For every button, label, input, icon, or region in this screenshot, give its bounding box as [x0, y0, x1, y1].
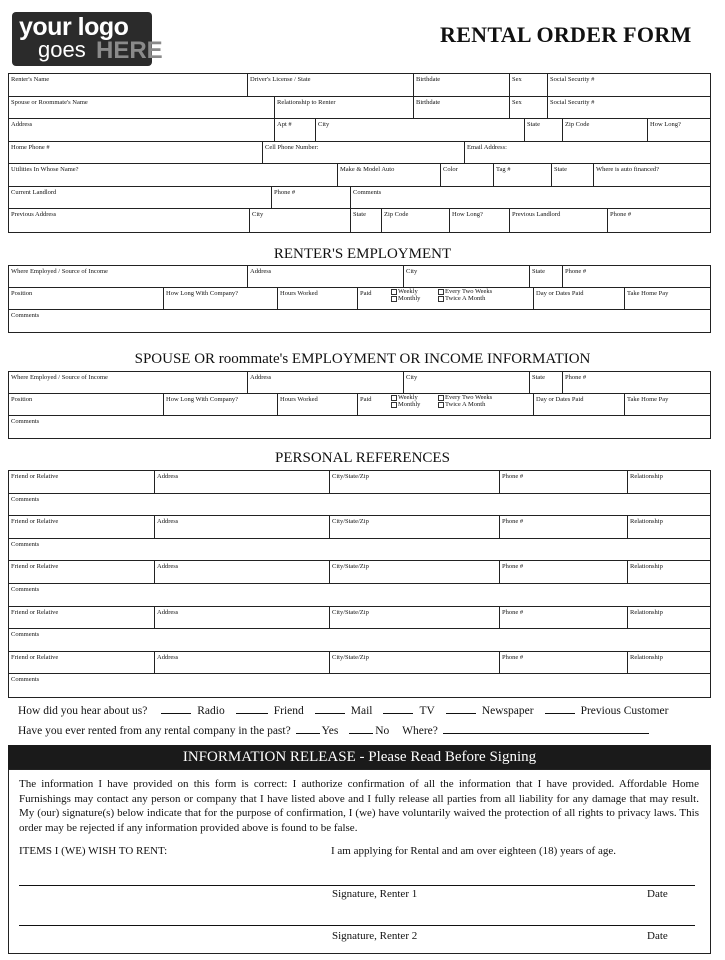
paid-option-twice-a-month[interactable]: Twice A Month — [438, 401, 531, 408]
form-row — [9, 394, 710, 416]
form-row — [9, 164, 710, 187]
spouse-employment-section — [8, 371, 711, 439]
checkbox-icon[interactable] — [391, 296, 397, 302]
form-row — [9, 652, 710, 675]
field-how-long-with-company[interactable]: How Long With Company? — [163, 288, 277, 309]
form-title: RENTAL ORDER FORM — [440, 22, 692, 47]
paid-option-weekly[interactable]: Weekly — [391, 288, 434, 295]
field-city[interactable]: City — [315, 119, 524, 141]
form-row — [9, 629, 710, 652]
paid-option-every-two-weeks[interactable]: Every Two Weeks — [438, 394, 531, 401]
option-friend: Friend — [273, 705, 304, 717]
field-previous-address[interactable]: Previous Address — [11, 211, 57, 218]
field-tag[interactable]: Tag # — [493, 164, 551, 186]
field-city[interactable]: City — [403, 266, 529, 287]
form-row — [9, 471, 710, 494]
renter-info-section — [8, 73, 711, 233]
blank-newspaper[interactable] — [446, 704, 476, 714]
form-row — [9, 97, 710, 120]
form-row — [9, 561, 710, 584]
field-address[interactable]: Address — [154, 561, 329, 583]
hear-about-label: How did you hear about us? — [18, 705, 148, 717]
form-row — [9, 584, 710, 607]
field-position[interactable]: Position — [11, 396, 33, 403]
spouse-employment-heading: SPOUSE OR roommate's EMPLOYMENT OR INCOME INFORMATION — [134, 351, 591, 367]
form-row — [9, 288, 710, 310]
field-relationship[interactable]: Relationship — [627, 607, 710, 629]
paid-option-every-two-weeks[interactable]: Every Two Weeks — [438, 288, 531, 295]
field-friend-or-relative[interactable]: Friend or Relative — [11, 563, 59, 571]
field-home-phone[interactable]: Home Phone # — [11, 143, 50, 151]
form-row — [9, 539, 710, 562]
info-release-text: The information I have provided on this form is correct: I authorize confirmation of all the information that I have provided. Affordable Home Furnishings may contact any person or company that I have listed above and I fully release all parties from all liability for any damage that may result. My (our) signature(s) below indicate that for the purpose of confirmation, I (we) have voluntarily waived the protection of all rights to privacy laws. This order may be rejected if any information provided above is found to be false. — [19, 778, 699, 834]
form-row — [9, 119, 710, 142]
date-label-1: Date — [647, 888, 668, 900]
field-state[interactable]: State — [551, 164, 593, 186]
field-relationship[interactable]: Relationship — [627, 471, 710, 493]
field-driver-s-license-state[interactable]: Driver's License / State — [247, 74, 413, 96]
field-comments[interactable]: Comments — [11, 312, 40, 319]
blank-previous-customer[interactable] — [545, 704, 575, 714]
paid-option-twice-a-month[interactable]: Twice A Month — [438, 295, 531, 302]
logo-text-line2: goes — [38, 37, 86, 62]
option-previous-customer: Previous Customer — [580, 705, 669, 717]
references-heading: PERSONAL REFERENCES — [275, 450, 450, 466]
field-comments[interactable]: Comments — [11, 540, 40, 548]
field-birthdate[interactable]: Birthdate — [413, 74, 509, 96]
field-address[interactable]: Address — [154, 607, 329, 629]
blank-friend[interactable] — [236, 704, 268, 714]
form-row — [9, 372, 710, 394]
field-relationship[interactable]: Relationship — [627, 652, 710, 674]
form-row — [9, 266, 710, 288]
checkbox-icon[interactable] — [438, 395, 444, 401]
field-color[interactable]: Color — [440, 164, 493, 186]
field-phone[interactable]: Phone # — [499, 471, 627, 493]
blank-mail[interactable] — [315, 704, 345, 714]
field-city-state-zip[interactable]: City/State/Zip — [329, 471, 499, 493]
form-row — [9, 74, 710, 97]
field-zip-code[interactable]: Zip Code — [562, 119, 647, 141]
field-friend-or-relative[interactable]: Friend or Relative — [11, 518, 59, 526]
field-paid[interactable]: Paid — [357, 394, 389, 415]
field-cell-phone-number[interactable]: Cell Phone Number: — [262, 142, 464, 164]
field-state[interactable]: State — [524, 119, 562, 141]
rented-before-label: Have you ever rented from any rental company in the past? — [18, 725, 291, 737]
renter-employment-heading: RENTER'S EMPLOYMENT — [273, 246, 452, 262]
signature-renter1-label: Signature, Renter 1 — [332, 888, 418, 900]
checkbox-icon[interactable] — [391, 289, 397, 295]
yes-blank[interactable] — [296, 724, 320, 734]
info-release-box — [8, 769, 711, 954]
field-email-address[interactable]: Email Address: — [464, 142, 710, 164]
field-utilities-in-whose-name[interactable]: Utilities In Whose Name? — [11, 166, 79, 173]
field-state[interactable]: State — [529, 372, 562, 393]
field-comments[interactable]: Comments — [11, 495, 40, 503]
checkbox-icon[interactable] — [438, 296, 444, 302]
field-where-employed-source-of-income[interactable]: Where Employed / Source of Income — [11, 268, 108, 275]
paid-options-col1[interactable] — [389, 288, 436, 309]
option-tv: TV — [419, 705, 435, 717]
signature-line-1[interactable] — [19, 885, 695, 886]
field-paid[interactable]: Paid — [357, 288, 389, 309]
no-label: No — [375, 725, 390, 737]
paid-options-col1[interactable] — [389, 394, 436, 415]
paid-option-monthly[interactable]: Monthly — [391, 401, 434, 408]
field-city-state-zip[interactable]: City/State/Zip — [329, 607, 499, 629]
field-address[interactable]: Address — [154, 516, 329, 538]
field-apt[interactable]: Apt # — [274, 119, 315, 141]
field-current-landlord[interactable]: Current Landlord — [11, 188, 57, 196]
option-mail: Mail — [350, 705, 373, 717]
field-day-or-dates-paid[interactable]: Day or Dates Paid — [533, 394, 624, 415]
option-newspaper: Newspaper — [481, 705, 534, 717]
info-release-header: INFORMATION RELEASE - Please Read Before Signing — [8, 745, 711, 769]
field-address[interactable]: Address — [247, 266, 403, 287]
field-social-security[interactable]: Social Security # — [547, 97, 710, 119]
renter-employment-section — [8, 265, 711, 333]
field-address[interactable]: Address — [154, 652, 329, 674]
field-address[interactable]: Address — [247, 372, 403, 393]
field-relationship[interactable]: Relationship — [627, 516, 710, 538]
form-row — [9, 142, 710, 165]
form-row — [9, 674, 710, 697]
form-row — [9, 516, 710, 539]
field-sex[interactable]: Sex — [509, 97, 547, 119]
field-friend-or-relative[interactable]: Friend or Relative — [11, 608, 59, 616]
field-friend-or-relative[interactable]: Friend or Relative — [11, 473, 59, 480]
field-city[interactable]: City — [249, 209, 350, 232]
checkbox-icon[interactable] — [391, 395, 397, 401]
field-birthdate[interactable]: Birthdate — [413, 97, 509, 119]
field-make-model-auto[interactable]: Make & Model Auto — [337, 164, 440, 186]
form-row — [9, 187, 710, 210]
logo-text-line1: your logo — [19, 13, 129, 41]
field-how-long[interactable]: How Long? — [647, 119, 710, 141]
logo-text-line3: HERE — [96, 37, 163, 64]
field-phone[interactable]: Phone # — [562, 372, 710, 393]
field-comments[interactable]: Comments — [11, 631, 40, 639]
paid-options-col2[interactable] — [436, 394, 533, 415]
field-address[interactable]: Address — [11, 121, 33, 128]
field-take-home-pay[interactable]: Take Home Pay — [624, 288, 710, 309]
where-label: Where? — [402, 725, 438, 737]
option-radio: Radio — [197, 705, 225, 717]
hear-about-question — [18, 704, 672, 717]
form-row — [9, 607, 710, 630]
checkbox-icon[interactable] — [438, 289, 444, 295]
field-phone[interactable]: Phone # — [499, 561, 627, 583]
field-phone[interactable]: Phone # — [562, 266, 710, 287]
references-section — [8, 470, 711, 698]
field-address[interactable]: Address — [154, 471, 329, 493]
field-friend-or-relative[interactable]: Friend or Relative — [11, 653, 59, 661]
field-comments[interactable]: Comments — [350, 187, 710, 209]
field-phone[interactable]: Phone # — [499, 607, 627, 629]
field-how-long[interactable]: How Long? — [449, 209, 509, 232]
age-statement: I am applying for Rental and am over eighteen (18) years of age. — [331, 845, 616, 857]
field-sex[interactable]: Sex — [509, 74, 547, 96]
checkbox-icon[interactable] — [438, 402, 444, 408]
form-row — [9, 310, 710, 332]
field-comments[interactable]: Comments — [11, 676, 40, 684]
paid-option-monthly[interactable]: Monthly — [391, 295, 434, 302]
field-zip-code[interactable]: Zip Code — [381, 209, 449, 232]
field-position[interactable]: Position — [11, 290, 33, 297]
signature-renter2-label: Signature, Renter 2 — [332, 930, 418, 942]
field-state[interactable]: State — [529, 266, 562, 287]
field-phone[interactable]: Phone # — [499, 652, 627, 674]
field-city-state-zip[interactable]: City/State/Zip — [329, 561, 499, 583]
items-to-rent-label: ITEMS I (WE) WISH TO RENT: — [19, 845, 168, 857]
paid-option-weekly[interactable]: Weekly — [391, 394, 434, 401]
yes-label: Yes — [321, 725, 339, 737]
field-city[interactable]: City — [403, 372, 529, 393]
field-phone[interactable]: Phone # — [271, 187, 350, 209]
blank-radio[interactable] — [161, 704, 191, 714]
field-day-or-dates-paid[interactable]: Day or Dates Paid — [533, 288, 624, 309]
field-relationship-to-renter[interactable]: Relationship to Renter — [274, 97, 413, 119]
no-blank[interactable] — [349, 724, 373, 734]
company-logo — [12, 12, 163, 66]
field-spouse-or-roommate-s-name[interactable]: Spouse or Roommate's Name — [11, 98, 88, 106]
field-previous-landlord[interactable]: Previous Landlord — [509, 209, 607, 232]
field-phone[interactable]: Phone # — [499, 516, 627, 538]
field-take-home-pay[interactable]: Take Home Pay — [624, 394, 710, 415]
field-where-is-auto-financed[interactable]: Where is auto financed? — [593, 164, 710, 186]
field-hours-worked[interactable]: Hours Worked — [277, 394, 357, 415]
field-comments[interactable]: Comments — [11, 585, 40, 593]
field-hours-worked[interactable]: Hours Worked — [277, 288, 357, 309]
date-label-2: Date — [647, 930, 668, 942]
field-comments[interactable]: Comments — [11, 418, 40, 425]
field-how-long-with-company[interactable]: How Long With Company? — [163, 394, 277, 415]
form-row — [9, 209, 710, 232]
field-city-state-zip[interactable]: City/State/Zip — [329, 516, 499, 538]
field-social-security[interactable]: Social Security # — [547, 74, 710, 96]
rented-before-question — [18, 724, 651, 737]
field-state[interactable]: State — [350, 209, 381, 232]
field-city-state-zip[interactable]: City/State/Zip — [329, 652, 499, 674]
paid-options-col2[interactable] — [436, 288, 533, 309]
field-phone[interactable]: Phone # — [607, 209, 710, 232]
form-row — [9, 416, 710, 438]
field-renter-s-name[interactable]: Renter's Name — [11, 76, 50, 83]
field-where-employed-source-of-income[interactable]: Where Employed / Source of Income — [11, 374, 108, 381]
where-blank[interactable] — [443, 724, 649, 734]
form-row — [9, 494, 710, 517]
field-relationship[interactable]: Relationship — [627, 561, 710, 583]
signature-line-2[interactable] — [19, 925, 695, 926]
checkbox-icon[interactable] — [391, 402, 397, 408]
blank-tv[interactable] — [383, 704, 413, 714]
